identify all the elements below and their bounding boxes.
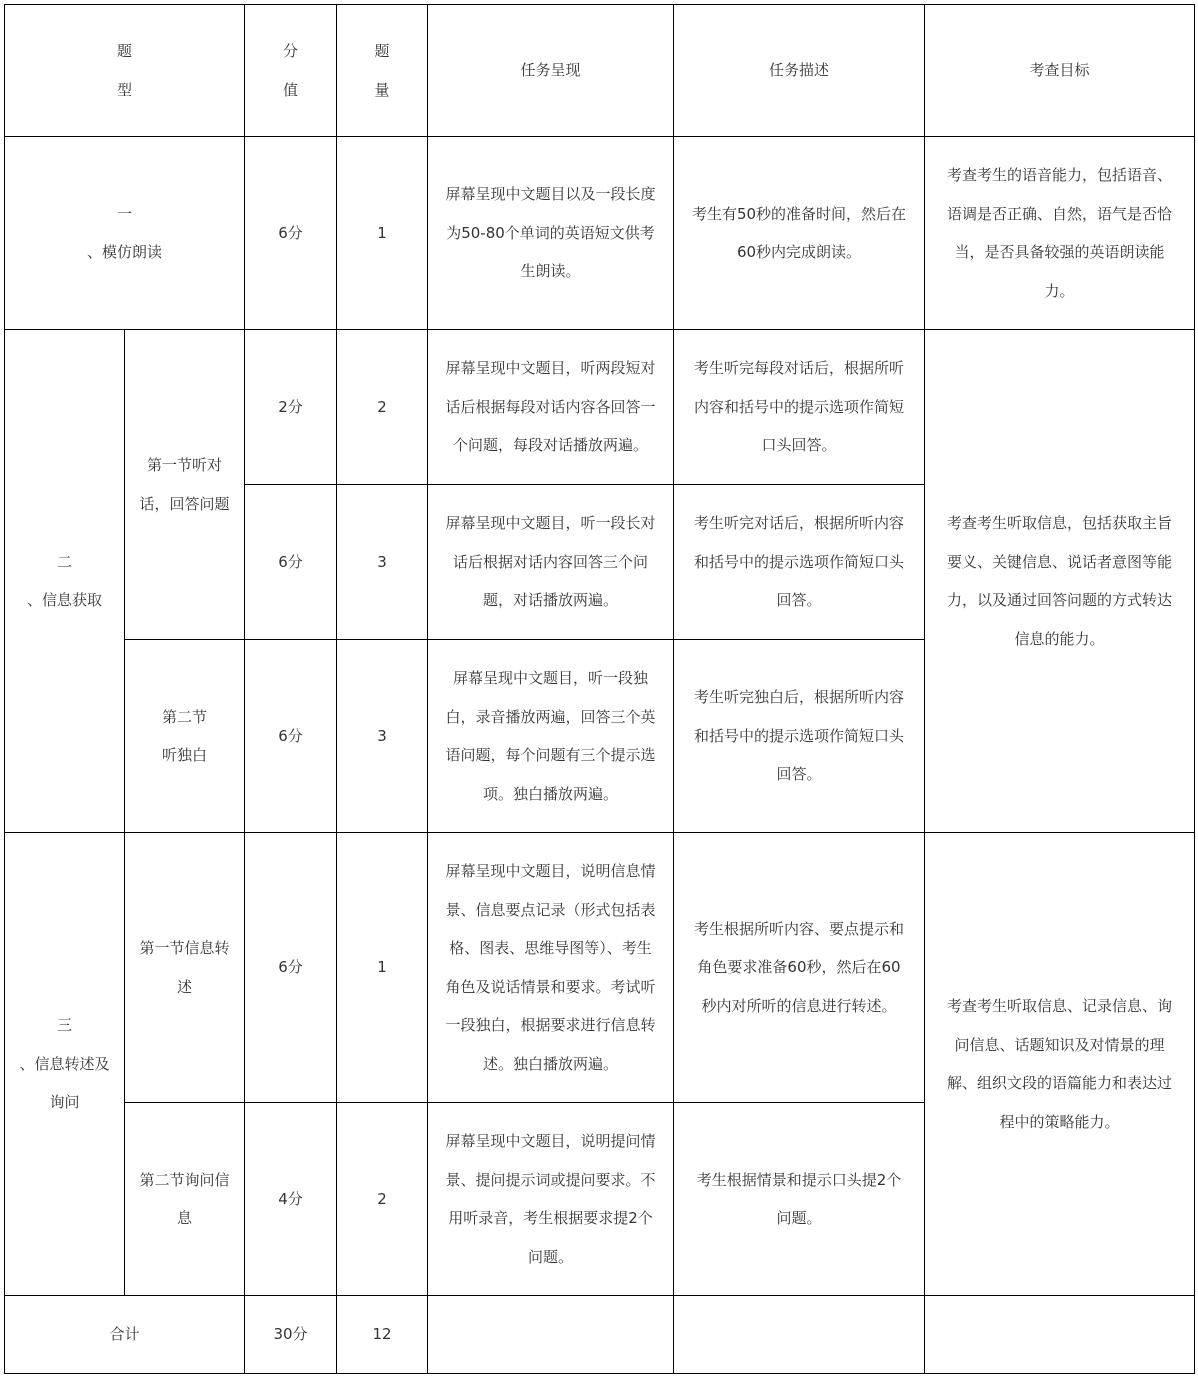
section-2-title-line-2: 、信息获取 [26, 591, 102, 609]
section-2-part-2-name [125, 640, 245, 833]
text-line: 和括号中的提示选项作简短口头 [694, 726, 905, 745]
header-count-line-1: 题 [374, 42, 390, 60]
text-line: 问题。 [528, 1247, 574, 1266]
header-count-line-2: 量 [374, 80, 390, 99]
text-line: 用听录音，考生根据要求提2个 [448, 1209, 653, 1227]
section-2-title-line-1: 二 [56, 552, 72, 571]
total-row [5, 1296, 1195, 1374]
header-row [5, 5, 1195, 137]
exam-structure-table [4, 4, 1195, 1374]
text-line: 屏幕呈现中文题目以及一段长度 [445, 185, 656, 204]
text-line: 要义、关键信息、说话者意图等能 [947, 552, 1173, 571]
header-type [5, 5, 245, 137]
section-3-part-2-presentation [428, 1103, 674, 1296]
text-line: 考生有50秒的准备时间，然后在 [691, 204, 907, 223]
section-2-part-1b-score: 6分 [245, 485, 337, 640]
section-3-part-1-presentation [428, 833, 674, 1103]
text-line: 角色要求准备60秒，然后在60 [697, 958, 901, 977]
section-2-part-1a-presentation [428, 330, 674, 485]
section-1-description [674, 137, 925, 330]
section-3-objective [925, 833, 1195, 1296]
header-description: 任务描述 [674, 5, 925, 137]
text-line: 考生根据所听内容、要点提示和 [694, 919, 905, 938]
section-2-part-1b-presentation [428, 485, 674, 640]
text-line: 信息的能力。 [1014, 629, 1105, 648]
total-count: 12 [337, 1296, 428, 1374]
section-2-part-2-presentation [428, 640, 674, 833]
text-line: 回答。 [776, 591, 822, 610]
section-3-row-a [5, 833, 1195, 1103]
header-score-line-2: 值 [283, 80, 299, 99]
text-line: 问信息、话题知识及对情景的理 [954, 1035, 1165, 1054]
section-2-part-1a-count: 2 [337, 330, 428, 485]
header-type-line-2: 型 [117, 80, 133, 99]
section-2-part-2-count: 3 [337, 640, 428, 833]
text-line: 内容和括号中的提示选项作简短 [694, 397, 905, 416]
text-line: 秒内对所听的信息进行转述。 [701, 996, 897, 1015]
section-3-part-1-score: 6分 [245, 833, 337, 1103]
text-line: 题，对话播放两遍。 [483, 591, 619, 610]
text-line: 考生听完每段对话后，根据所听 [694, 359, 905, 378]
section-2-title [5, 330, 125, 833]
total-score: 30分 [245, 1296, 337, 1374]
section-1-title-line-1: 一 [117, 204, 133, 223]
text-line: 力，以及通过回答问题的方式转达 [947, 591, 1173, 609]
text-line: 生朗读。 [520, 262, 581, 281]
section-3-title-line-3: 询问 [49, 1093, 80, 1112]
section-2-part-1b-description [674, 485, 925, 640]
header-type-line-1: 题 [117, 42, 133, 60]
text-line: 个问题，每段对话播放两遍。 [453, 436, 649, 455]
text-line: 口头回答。 [761, 436, 837, 455]
section-3-title-line-2: 、信息转述及 [19, 1054, 110, 1073]
section-1-presentation [428, 137, 674, 330]
text-line: 屏幕呈现中文题目，说明提问情 [445, 1132, 656, 1150]
section-3-part-2-score: 4分 [245, 1103, 337, 1296]
text-line: 考生听完对话后，根据所听内容 [694, 514, 905, 533]
text-line: 语问题，每个问题有三个提示选 [445, 746, 656, 764]
header-score [245, 5, 337, 137]
section-2-part-1-name [125, 330, 245, 640]
text-line: 回答。 [776, 765, 822, 784]
text-line: 息 [177, 1209, 193, 1227]
text-line: 语调是否正确、自然，语气是否恰 [947, 204, 1173, 223]
text-line: 白，录音播放两遍，回答三个英 [445, 707, 656, 726]
section-3-part-2-description [674, 1103, 925, 1296]
text-line: 述。独白播放两遍。 [483, 1054, 619, 1073]
text-line: 力。 [1044, 281, 1075, 300]
text-line: 屏幕呈现中文题目，听两段短对 [445, 359, 656, 378]
text-line: 考查考生听取信息，包括获取主旨 [947, 514, 1173, 532]
text-line: 景、信息要点记录（形式包括表 [445, 900, 656, 919]
text-line: 考查考生听取信息、记录信息、询 [947, 997, 1173, 1015]
header-objective: 考查目标 [925, 5, 1195, 137]
section-2-part-1a-description [674, 330, 925, 485]
text-line: 听独白 [162, 746, 208, 764]
section-2-row-a [5, 330, 1195, 485]
text-line: 第二节 [162, 707, 208, 726]
total-description-empty [674, 1296, 925, 1374]
text-line: 问题。 [776, 1209, 822, 1227]
text-line: 话后根据每段对话内容各回答一 [445, 397, 656, 416]
section-2-part-1b-count: 3 [337, 485, 428, 640]
text-line: 屏幕呈现中文题目，听一段长对 [445, 514, 656, 533]
text-line: 述 [177, 977, 193, 996]
section-3-part-2-count: 2 [337, 1103, 428, 1296]
text-line: 程中的策略能力。 [999, 1112, 1120, 1131]
text-line: 第一节信息转 [139, 939, 230, 957]
total-label: 合计 [5, 1296, 245, 1374]
text-line: 第二节询问信 [139, 1170, 230, 1189]
text-line: 当，是否具备较强的英语朗读能 [954, 243, 1165, 261]
text-line: 角色及说话情景和要求。考试听 [445, 977, 656, 996]
text-line: 景、提问提示词或提问要求。不 [445, 1170, 656, 1189]
total-presentation-empty [428, 1296, 674, 1374]
text-line: 考生听完独白后，根据所听内容 [694, 688, 905, 707]
header-score-line-1: 分 [283, 42, 299, 60]
text-line: 屏幕呈现中文题目，说明信息情 [445, 862, 656, 880]
section-2-part-2-score: 6分 [245, 640, 337, 833]
section-3-part-1-description [674, 833, 925, 1103]
section-1-count: 1 [337, 137, 428, 330]
header-presentation: 任务呈现 [428, 5, 674, 137]
header-count [337, 5, 428, 137]
total-objective-empty [925, 1296, 1195, 1374]
section-1-objective [925, 137, 1195, 330]
text-line: 项。独白播放两遍。 [483, 784, 619, 803]
section-2-part-1a-score: 2分 [245, 330, 337, 485]
section-3-part-1-name [125, 833, 245, 1103]
text-line: 为50-80个单词的英语短文供考 [446, 223, 655, 242]
text-line: 考生根据情景和提示口头提2个 [696, 1170, 902, 1189]
section-1-score: 6分 [245, 137, 337, 330]
text-line: 解、组织文段的语篇能力和表达过 [947, 1074, 1173, 1092]
section-2-part-2-description [674, 640, 925, 833]
section-3-title [5, 833, 125, 1296]
text-line: 屏幕呈现中文题目，听一段独 [453, 669, 649, 687]
section-1-row [5, 137, 1195, 330]
section-3-title-line-1: 三 [56, 1016, 72, 1035]
text-line: 第一节听对 [147, 456, 223, 474]
text-line: 和括号中的提示选项作简短口头 [694, 552, 905, 571]
section-3-part-1-count: 1 [337, 833, 428, 1103]
section-2-objective [925, 330, 1195, 833]
text-line: 60秒内完成朗读。 [736, 243, 862, 261]
section-1-title-line-2: 、模仿朗读 [87, 243, 163, 261]
text-line: 一段独白，根据要求进行信息转 [445, 1016, 656, 1034]
text-line: 话，回答问题 [139, 494, 230, 513]
text-line: 考查考生的语音能力，包括语音、 [947, 166, 1173, 184]
text-line: 格、图表、思维导图等）、考生 [449, 939, 652, 957]
section-1-title [5, 137, 245, 330]
section-3-part-2-name [125, 1103, 245, 1296]
text-line: 话后根据对话内容回答三个问 [453, 552, 649, 571]
